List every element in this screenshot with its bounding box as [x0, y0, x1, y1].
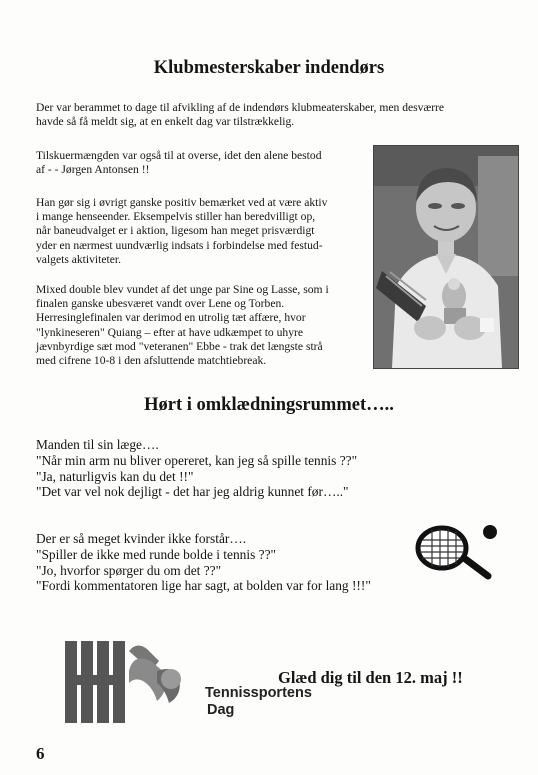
logo-text-line1: Tennissportens	[205, 685, 312, 701]
joke-2: Der er så meget kvinder ikke forstår…. "Spiller de ikke med runde bolde i tennis ??" "Jo, hvorfor spørger du om det ??" "Fordi kommentatoren lige har sagt, at bolden var for lang !!!"	[36, 531, 371, 594]
logo-text-line2: Dag	[207, 702, 235, 718]
article-paragraph-3: Han gør sig i øvrigt ganske positiv bemærket ved at være aktiv i mange henseender. Eksempelvis stiller han beredvilligt op, når baneudvalget er i aktion, ligesom han meget prisværdigt yder en nærmest uundværlig indsats i forbindelse med festud- valgets aktiviteter.	[36, 196, 328, 266]
page-number: 6	[36, 744, 45, 763]
article-paragraph-2: Tilskuermængden var også til at overse, idet den alene bestod af - - Jørgen Antonsen !!	[36, 149, 322, 177]
jokes-title: Hørt i omklædningsrummet…..	[144, 395, 394, 415]
tennis-racket-icon	[408, 520, 506, 584]
article-paragraph-1: Der var berammet to dage til afvikling af de indendørs klubmeaterskaber, men desværre havde så få meldt sig, at en enkelt dag var tilstrækkelig.	[36, 101, 445, 129]
article-paragraph-4: Mixed double blev vundet af det unge par Sine og Lasse, som i finalen ganske ubesværet vandt over Lene og Torben. Herresinglefinalen var derimod en utrolig tæt affære, hvor "lynkineseren" Quiang – efter at have udkæmpet to uhyre jævnbyrdige sæt mod "veteranen" Ebbe - trak det længste strå med cifrene 10-8 i den afsluttende matchtiebreak.	[36, 283, 329, 368]
tennissportens-dag-logo	[65, 641, 312, 723]
promo-text: Glæd dig til den 12. maj !!	[278, 668, 463, 687]
player-photo	[373, 145, 519, 369]
article-title: Klubmesterskaber indendørs	[153, 58, 385, 78]
joke-1: Manden til sin læge…. "Når min arm nu bliver opereret, kan jeg så spille tennis ??" "Ja, naturligvis kan du det !!" "Det var vel nok dejligt - det har jeg aldrig kunnet før….."	[36, 437, 358, 500]
